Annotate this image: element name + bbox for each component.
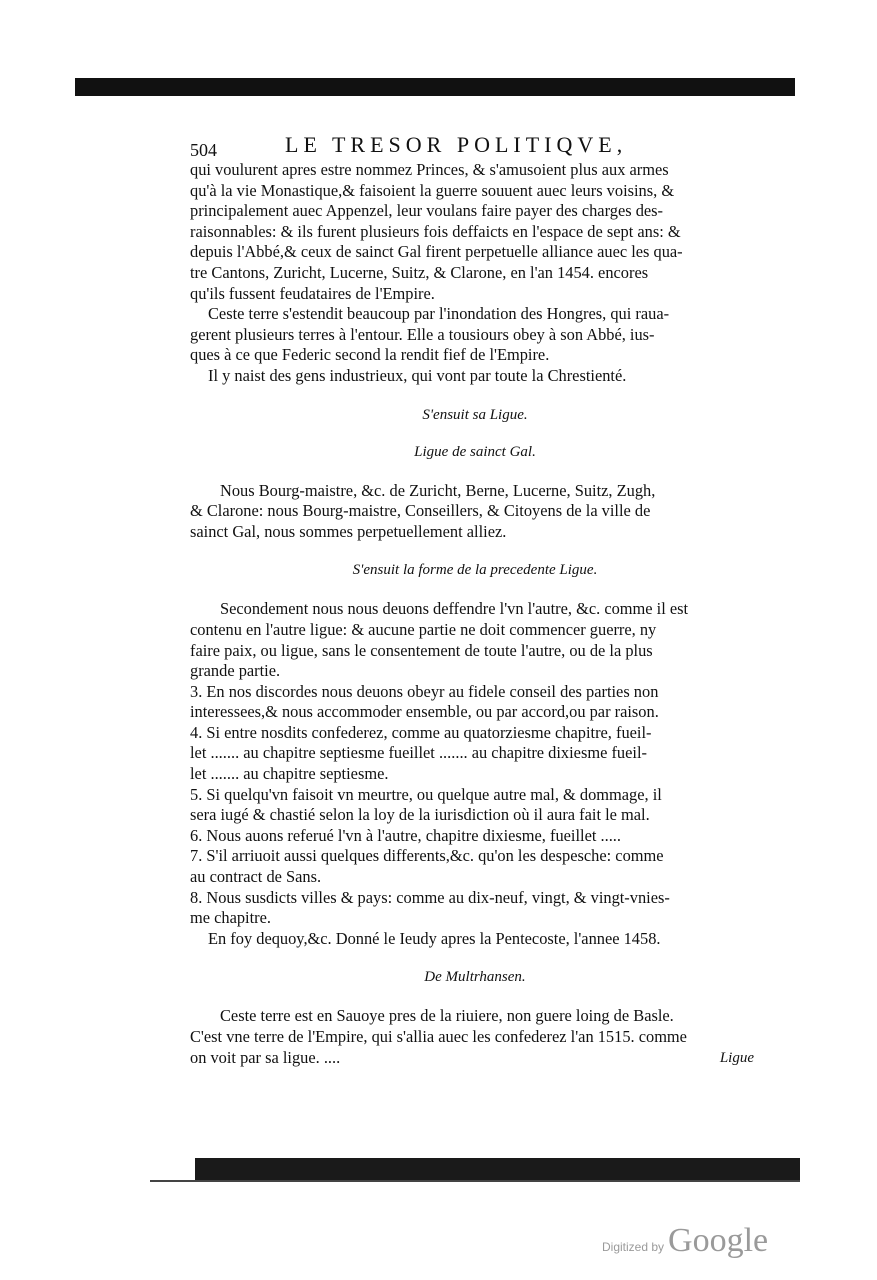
text-line: principalement auec Appenzel, leur voulans faire payer des charges des- <box>190 201 663 221</box>
text-line: ques à ce que Federic second la rendit fief de l'Empire. <box>190 345 550 365</box>
text-line: Nous Bourg-maistre, &c. de Zuricht, Berne, Lucerne, Suitz, Zugh, <box>220 480 656 500</box>
catchword: Ligue <box>719 1050 754 1067</box>
text-line: & Clarone: nous Bourg-maistre, Conseillers, & Citoyens de la ville de <box>190 501 651 521</box>
article-line: interessees,& nous accommoder ensemble, ou par accord,ou par raison. <box>190 702 659 722</box>
text-line: C'est vne terre de l'Empire, qui s'allia auec les confederez l'an 1515. comme <box>190 1027 687 1046</box>
text-line: Ceste terre s'estendit beaucoup par l'inondation des Hongres, qui raua- <box>208 304 670 324</box>
google-watermark <box>602 1222 768 1260</box>
article-line: me chapitre. <box>190 908 272 928</box>
article-line: let ....... au chapitre septiesme. <box>190 764 389 784</box>
article-line: 4. Si entre nosdits confederez, comme au quatorziesme chapitre, fueil- <box>190 722 652 742</box>
article-line: 7. S'il arriuoit aussi quelques differents,&c. qu'on les despesche: comme <box>190 846 664 866</box>
book-page <box>190 120 760 1067</box>
paragraph-league-parties <box>190 481 760 543</box>
watermark-small-text: Digitized by <box>602 1240 665 1254</box>
article-line: 6. Nous auons referué l'vn à l'autre, chapitre dixiesme, fueillet ..... <box>190 825 622 845</box>
watermark-logo-text: Google <box>668 1222 769 1259</box>
text-line: depuis l'Abbé,& ceux de sainct Gal firent perpetuelle alliance auec les qua- <box>190 242 683 262</box>
text-line: qu'à la vie Monastique,& faisoient la guerre souuent auec leurs voisins, & <box>190 180 675 200</box>
article-line: contenu en l'autre ligue: & aucune partie ne doit commencer guerre, ny <box>190 619 657 639</box>
text-line: sainct Gal, nous sommes perpetuellement alliez. <box>190 521 507 541</box>
text-line: Ceste terre est en Sauoye pres de la riuiere, non guere loing de Basle. <box>220 1006 674 1026</box>
article-line: faire paix, ou ligue, sans le consentement de toute l'autre, ou de la plus <box>190 640 653 660</box>
bottom-scan-shadow <box>150 1180 800 1182</box>
page-number: 504 <box>190 140 217 160</box>
article-line: let ....... au chapitre septiesme fueillet ....... au chapitre dixiesme fueil- <box>190 743 647 763</box>
article-line: 3. En nos discordes nous deuons obeyr au fidele conseil des parties non <box>190 681 659 701</box>
text-line: raisonnables: & ils furent plusieurs fois deffaicts en l'espace de sept ans: & <box>190 221 681 241</box>
bottom-scan-edge <box>195 1158 800 1180</box>
heading-league-form: S'ensuit la forme de la precedente Ligue. <box>352 562 598 579</box>
paragraph-territory <box>190 304 760 366</box>
league-articles <box>190 599 760 949</box>
article-line: au contract de Sans. <box>190 867 322 887</box>
text-line: qui voulurent apres estre nommez Princes, & s'amusoient plus aux armes <box>190 160 669 179</box>
page-header <box>190 120 760 160</box>
running-title: LE TRESOR POLITIQVE, <box>285 132 628 157</box>
article-line: Secondement nous nous deuons deffendre l'vn l'autre, &c. comme il est <box>220 599 689 619</box>
article-line: 5. Si quelqu'vn faisoit vn meurtre, ou quelque autre mal, & dommage, il <box>190 784 662 804</box>
article-line: En foy dequoy,&c. Donné le Ieudy apres la Pentecoste, l'annee 1458. <box>208 928 661 948</box>
heading-league-saint-gal: Ligue de sainct Gal. <box>414 443 536 460</box>
text-line: qu'ils fussent feudataires de l'Empire. <box>190 283 435 303</box>
heading-league: S'ensuit sa Ligue. <box>422 406 528 423</box>
paragraph-abbey-history <box>190 160 760 304</box>
paragraph-people: Il y naist des gens industrieux, qui vont par toute la Chrestienté. <box>208 365 627 385</box>
top-scan-edge <box>75 78 795 96</box>
article-line: grande partie. <box>190 661 281 681</box>
article-line: 8. Nous susdicts villes & pays: comme au dix-neuf, vingt, & vingt-vnies- <box>190 887 670 907</box>
heading-multrhansen: De Multrhansen. <box>424 969 526 986</box>
text-line: tre Cantons, Zuricht, Lucerne, Suitz, & Clarone, en l'an 1454. encores <box>190 262 649 282</box>
text-line: gerent plusieurs terres à l'entour. Elle a tousiours obey à son Abbé, ius- <box>190 324 655 344</box>
article-line: sera iugé & chastié selon la loy de la iurisdiction où il aura fait le mal. <box>190 805 650 825</box>
text-line: on voit par sa ligue. .... <box>190 1047 341 1067</box>
